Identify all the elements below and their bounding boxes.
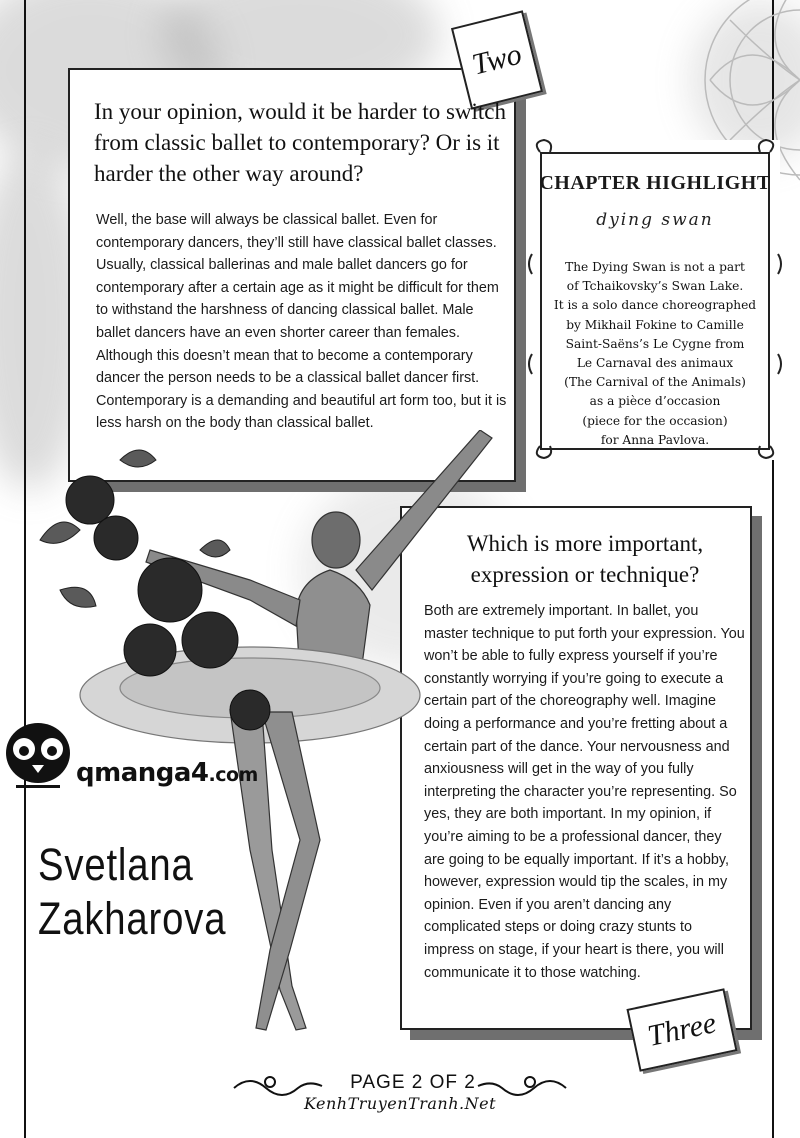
- scanlation-credit: KenhTruyenTranh.Net: [304, 1094, 496, 1113]
- watermark-site-tld: .com: [208, 764, 258, 786]
- section-three-tab: Three: [626, 988, 737, 1071]
- section-three-question: Which is more important, expression or technique?: [466, 531, 704, 587]
- dancer-name: [38, 838, 226, 946]
- chapter-highlight-subtitle: dying swan: [596, 210, 714, 230]
- section-two-tab: Two: [451, 10, 543, 109]
- highlight-line: (piece for the occasion): [582, 413, 728, 428]
- chapter-highlight-title: CHAPTER HIGHLIGHT: [539, 172, 771, 194]
- highlight-line: Le Carnaval des animaux: [576, 356, 734, 371]
- watermark-site-main: qmanga4: [76, 758, 209, 788]
- highlight-line: It is a solo dance choreographed: [553, 298, 757, 313]
- highlight-line: (The Carnival of the Animals): [564, 375, 746, 390]
- dancer-first-name: Svetlana: [38, 839, 194, 890]
- watermark-site: [76, 758, 258, 788]
- highlight-line: The Dying Swan is not a part: [565, 260, 745, 274]
- owl-logo-icon: [2, 715, 74, 795]
- dancer-last-name: Zakharova: [38, 893, 227, 944]
- chapter-highlight-body: [548, 258, 762, 450]
- highlight-line: Saint-Saëns’s Le Cygne from: [565, 336, 745, 351]
- highlight-line: by Mikhail Fokine to Camille: [566, 317, 744, 332]
- section-two-question: In your opinion, would it be harder to switch from classic ballet to contemporary? Or is it harder the other way around?: [94, 99, 507, 186]
- section-three-answer: Both are extremely important. In ballet, you master technique to put forth your expression. You won’t be able to fully express yourself if you’re constantly worrying if you’re going to execute a certain part of the choreography well. Imagine doing a performance and you’re fretting about a certain part of the dance. Your nervousness and anxiousness will get in the way of you fully interpreting the character you’re representing. So yes, they are both important. In my opinion, if you’re aiming to be a professional dancer, they are going to be equally important. If it’s a hobby, however, expression would tip the scales, in my opinion. Even if you aren’t dancing any complicated steps or doing crazy stunts to impress on stage, if your heart is there, you will communicate it to those watching.: [424, 603, 745, 981]
- highlight-line: as a pièce d’occasion: [589, 394, 721, 409]
- ballerina-illustration: [0, 430, 520, 1070]
- section-two-answer: Well, the base will always be classical ballet. Even for contemporary dancers, they’ll still have classical ballet classes. Usually, classical ballerinas and male ballet dancers go for contemporary after a certain age as it might be difficult for them to withstand the harshness of dancing classical ballet. Male ballet dancers have an even shorter career than females. Although this doesn’t mean that to become a contemporary dancer the person needs to be a classical ballet dancer first. Contemporary is a demanding and beautiful art form too, but it is less harsh on the body than classical ballet.: [96, 212, 507, 432]
- page-number: PAGE 2 OF 2: [350, 1072, 476, 1093]
- highlight-line: of Tchaikovsky’s Swan Lake.: [566, 279, 744, 294]
- highlight-line: for Anna Pavlova.: [600, 432, 710, 447]
